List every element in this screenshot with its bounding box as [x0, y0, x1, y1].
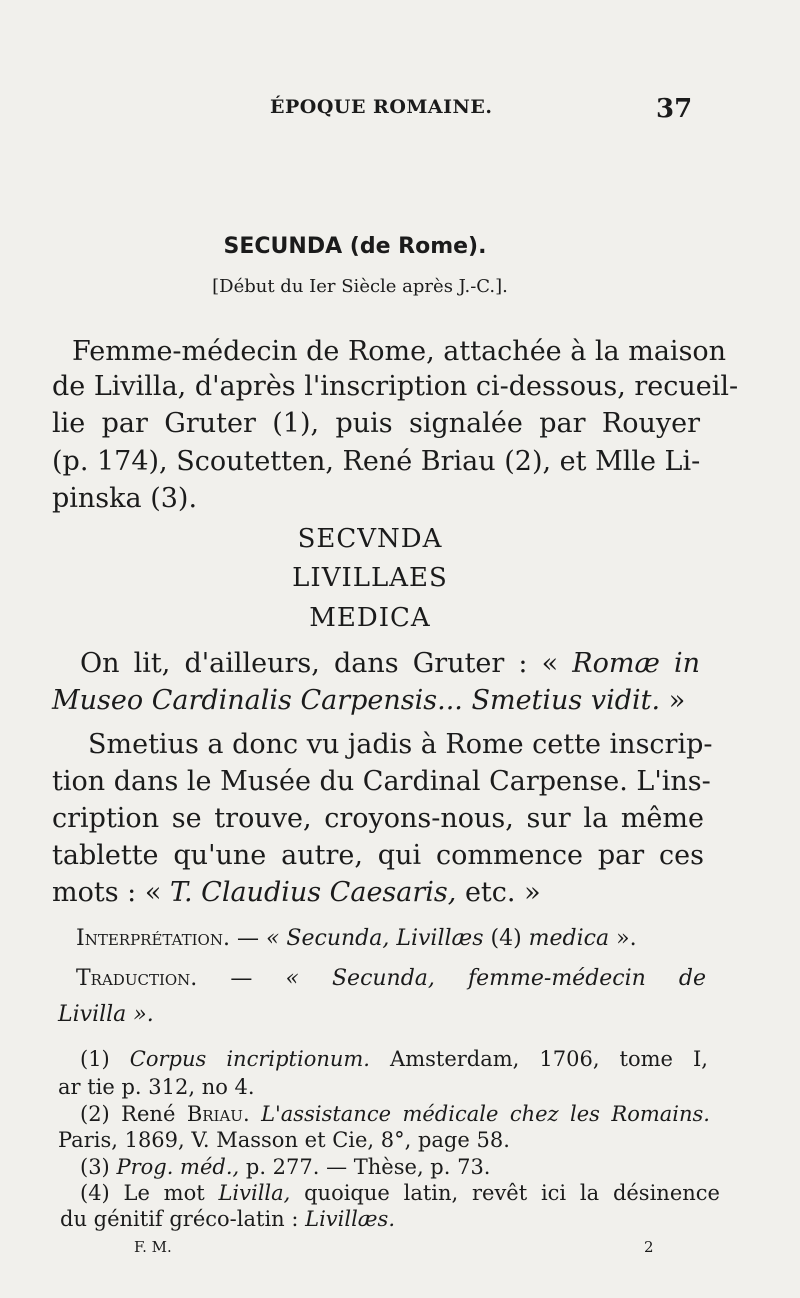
paragraph2-italic: Museo Cardinalis Carpensis... Smetius vidit.	[52, 685, 661, 716]
running-head: ÉPOQUE ROMAINE.	[270, 96, 493, 118]
paragraph2-italic: Romæ in	[572, 648, 700, 679]
page-number: 37	[656, 94, 693, 124]
inscription-line: SECVNDA	[297, 524, 443, 554]
entry-title: SECUNDA (de Rome).	[223, 234, 487, 259]
footnote-4: (4) Le mot Livilla, quoique latin, revêt ici la désinence	[80, 1181, 720, 1205]
traduction-dash: —	[230, 966, 253, 991]
paragraph3-italic: T. Claudius Caesaris,	[169, 877, 457, 908]
inscription-line: MEDICA	[309, 603, 431, 633]
footnote-2: (2) René Briau. L'assistance médicale chez les Romains.	[80, 1102, 710, 1126]
paragraph1-line: lie par Gruter (1), puis signalée par Rouyer	[52, 408, 700, 439]
paragraph2-line	[80, 647, 700, 681]
paragraph1-line: Femme-médecin de Rome, attachée à la maison	[72, 336, 727, 367]
interpretation-dash: —	[236, 926, 259, 951]
paragraph1-line: (p. 174), Scoutetten, René Briau (2), et Mlle Li-	[52, 446, 701, 477]
footnote-4-cont: du génitif gréco-latin : Livillæs.	[60, 1207, 395, 1231]
paragraph3-text: mots : «	[52, 877, 162, 908]
paragraph3-text: etc. »	[464, 877, 541, 908]
inscription-line: LIVILLAES	[292, 563, 448, 593]
signature-number: 2	[644, 1238, 654, 1256]
footnote-2-cont: Paris, 1869, V. Masson et Cie, 8°, page 58.	[58, 1128, 510, 1152]
traduction-line	[58, 1002, 154, 1027]
paragraph3-line	[52, 876, 704, 910]
footnote-1-cont: ar tie p. 312, no 4.	[58, 1075, 255, 1099]
traduction-line	[76, 966, 706, 991]
interpretation-label: Interprétation.	[76, 926, 230, 951]
paragraph3-line: tablette qu'une autre, qui commence par ces	[52, 840, 704, 871]
interpretation-text: « Secunda, Livillæs	[265, 926, 484, 951]
paragraph2-text: »	[668, 685, 686, 716]
paragraph1-line: de Livilla, d'après l'inscription ci-dessous, recueil-	[52, 371, 739, 402]
paragraph3-line: Smetius a donc vu jadis à Rome cette inscrip-	[88, 729, 713, 760]
traduction-text: Livilla ».	[58, 1002, 154, 1027]
paragraph3-line: cription se trouve, croyons-nous, sur la même	[52, 803, 704, 834]
footnote-1: (1) Corpus incriptionum. Amsterdam, 1706, tome I,	[80, 1047, 708, 1071]
traduction-text: « Secunda, femme-médecin de	[285, 966, 707, 991]
footnote-ref: (4)	[490, 926, 522, 951]
paragraph1-line: pinska (3).	[52, 483, 198, 514]
paragraph3-line: tion dans le Musée du Cardinal Carpense. L'ins-	[52, 766, 711, 797]
signature-mark: F. M.	[134, 1238, 172, 1256]
traduction-label: Traduction.	[76, 966, 198, 991]
entry-date: [Début du Ier Siècle après J.-C.].	[212, 276, 508, 297]
paragraph2-line	[52, 684, 704, 718]
footnote-3: (3) Prog. méd., p. 277. — Thèse, p. 73.	[80, 1155, 491, 1179]
interpretation-line	[76, 926, 637, 951]
paragraph2-text: On lit, d'ailleurs, dans Gruter : «	[80, 648, 559, 679]
interpretation-text: ».	[616, 926, 637, 951]
interpretation-text: medica	[528, 926, 610, 951]
